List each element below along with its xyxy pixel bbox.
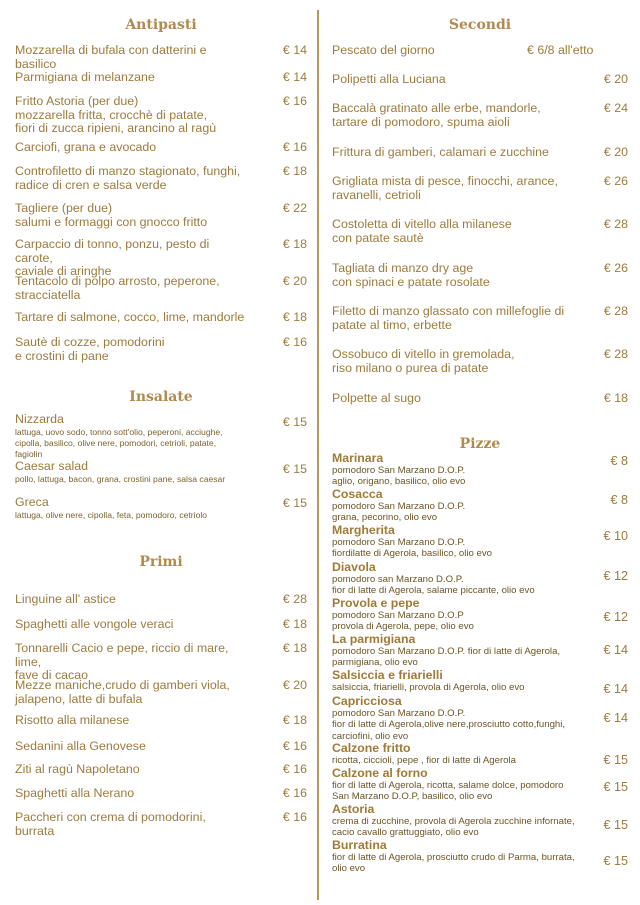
menu-item: Spaghetti alla Nerano € 16: [15, 786, 307, 800]
pizza-item: Provola e pepe pomodoro San Marzano D.O.P provola di Agerola, pepe, olio evo € 12: [332, 596, 628, 633]
menu-item: Linguine all' astice € 28: [15, 592, 307, 606]
menu-item: Tentacolo di polpo arrosto, peperone, stracciatella € 20: [15, 274, 307, 302]
menu-item: Controfiletto di manzo stagionato, funghi, radice di cren e salsa verde € 18: [15, 164, 307, 192]
menu-item: Tartare di salmone, cocco, lime, mandorle € 18: [15, 310, 307, 324]
menu-item: Ziti al ragù Napoletano € 16: [15, 762, 307, 776]
pizza-item: Calzone al forno fior di latte di Agerola, ricotta, salame dolce, pomodoro San Marzano D.O.P, basilico, olio evo € 15: [332, 766, 628, 803]
menu-item: Sedanini alla Genovese € 16: [15, 739, 307, 753]
menu-item: Sautè di cozze, pomodorini e crostini di pane € 16: [15, 335, 307, 363]
menu-item: Greca lattuga, olive nere, cipolla, feta, pomodoro, cetriolo € 15: [15, 495, 307, 520]
pizza-item: La parmigiana pomodoro San Marzano D.O.P. fior di latte di Agerola, parmigiana, olio evo € 14: [332, 632, 628, 669]
pizza-item: Marinara pomodoro San Marzano D.O.P. aglio, origano, basilico, olio evo € 8: [332, 451, 628, 488]
menu-item: Grigliata mista di pesce, finocchi, arance, ravanelli, cetrioli € 26: [332, 174, 628, 202]
menu-item: Tagliata di manzo dry age con spinaci e patate rosolate € 26: [332, 261, 628, 289]
menu-item: Nizzarda lattuga, uovo sodo, tonno sott'olio, peperoni, acciughe, cipolla, basilico, olive nere, pomodori, cetrioli, patate, fagiolin € 15: [15, 412, 307, 459]
pizza-item: Burratina fior di latte di Agerola, prosciutto crudo di Parma, burrata, olio evo € 15: [332, 838, 628, 875]
pizza-item: Margherita pomodoro San Marzano D.O.P. fiordilatte di Agerola, basilico, olio evo € 10: [332, 523, 628, 560]
menu-item: Tagliere (per due) salumi e formaggi con gnocco fritto € 22: [15, 201, 307, 229]
insalate-heading: Insalate: [129, 389, 193, 405]
menu-item: Risotto alla milanese € 18: [15, 713, 307, 727]
menu-item: Baccalà gratinato alle erbe, mandorle, tartare di pomodoro, spuma aioli € 24: [332, 101, 628, 129]
menu-item: Spaghetti alle vongole veraci € 18: [15, 617, 307, 631]
pizza-item: Salsiccia e friarielli salsiccia, friarielli, provola di Agerola, olio evo € 14: [332, 668, 628, 696]
column-divider: [317, 10, 319, 900]
pizza-item: Astoria crema di zucchine, provola di Agerola zucchine infornate, cacio cavallo grattuggiato, olio evo € 15: [332, 802, 628, 839]
primi-heading: Primi: [139, 554, 183, 570]
menu-item: Parmigiana di melanzane € 14: [15, 70, 307, 84]
secondi-heading: Secondi: [448, 17, 512, 33]
pizze-heading: Pizze: [459, 436, 501, 452]
menu-item: Paccheri con crema di pomodorini, burrata € 16: [15, 810, 307, 838]
pizza-item: Diavola pomodoro san Marzano D.O.P. fior di latte di Agerola, salame piccante, olio evo € 12: [332, 560, 628, 597]
antipasti-heading: Antipasti: [125, 17, 197, 33]
menu-item: Carciofi, grana e avocado € 16: [15, 140, 307, 154]
menu-item: Costoletta di vitello alla milanese con patate sautè € 28: [332, 217, 628, 245]
menu-item: Mezze maniche,crudo di gamberi viola, jalapeno, latte di bufala € 20: [15, 678, 307, 706]
menu-item: Frittura di gamberi, calamari e zucchine € 20: [332, 145, 628, 159]
menu-item: Filetto di manzo glassato con millefoglie di patate al timo, erbette € 28: [332, 304, 628, 332]
menu-item: Tonnarelli Cacio e pepe, riccio di mare, lime, fave di cacao € 18: [15, 641, 307, 682]
menu-item: Carpaccio di tonno, ponzu, pesto di carote, caviale di aringhe € 18: [15, 237, 307, 278]
menu-item: Fritto Astoria (per due) mozzarella fritta, crocchè di patate, fiori di zucca ripieni, arancino al ragù € 16: [15, 94, 307, 135]
menu-item: Polipetti alla Luciana € 20: [332, 72, 628, 86]
menu-item: Caesar salad pollo, lattuga, bacon, grana, crostini pane, salsa caesar € 15: [15, 459, 307, 484]
menu-item: Polpette al sugo € 18: [332, 391, 628, 405]
pizza-item: Cosacca pomodoro San Marzano D.O.P. grana, pecorino, olio evo € 8: [332, 487, 628, 524]
menu-item: Ossobuco di vitello in gremolada, riso milano o purea di patate € 28: [332, 347, 628, 375]
menu-item: Mozzarella di bufala con datterini e basilico € 14: [15, 43, 307, 71]
pizza-item: Calzone fritto ricotta, ciccioli, pepe , fior di latte di Agerola € 15: [332, 741, 628, 767]
menu-item: Pescato del giorno € 6/8 all'etto: [332, 43, 594, 57]
pizza-item: Capricciosa pomodoro San Marzano D.O.P. fior di latte di Agerola,olive nere,prosciutto cotto,funghi, carciofini, olio evo € 14: [332, 694, 628, 742]
